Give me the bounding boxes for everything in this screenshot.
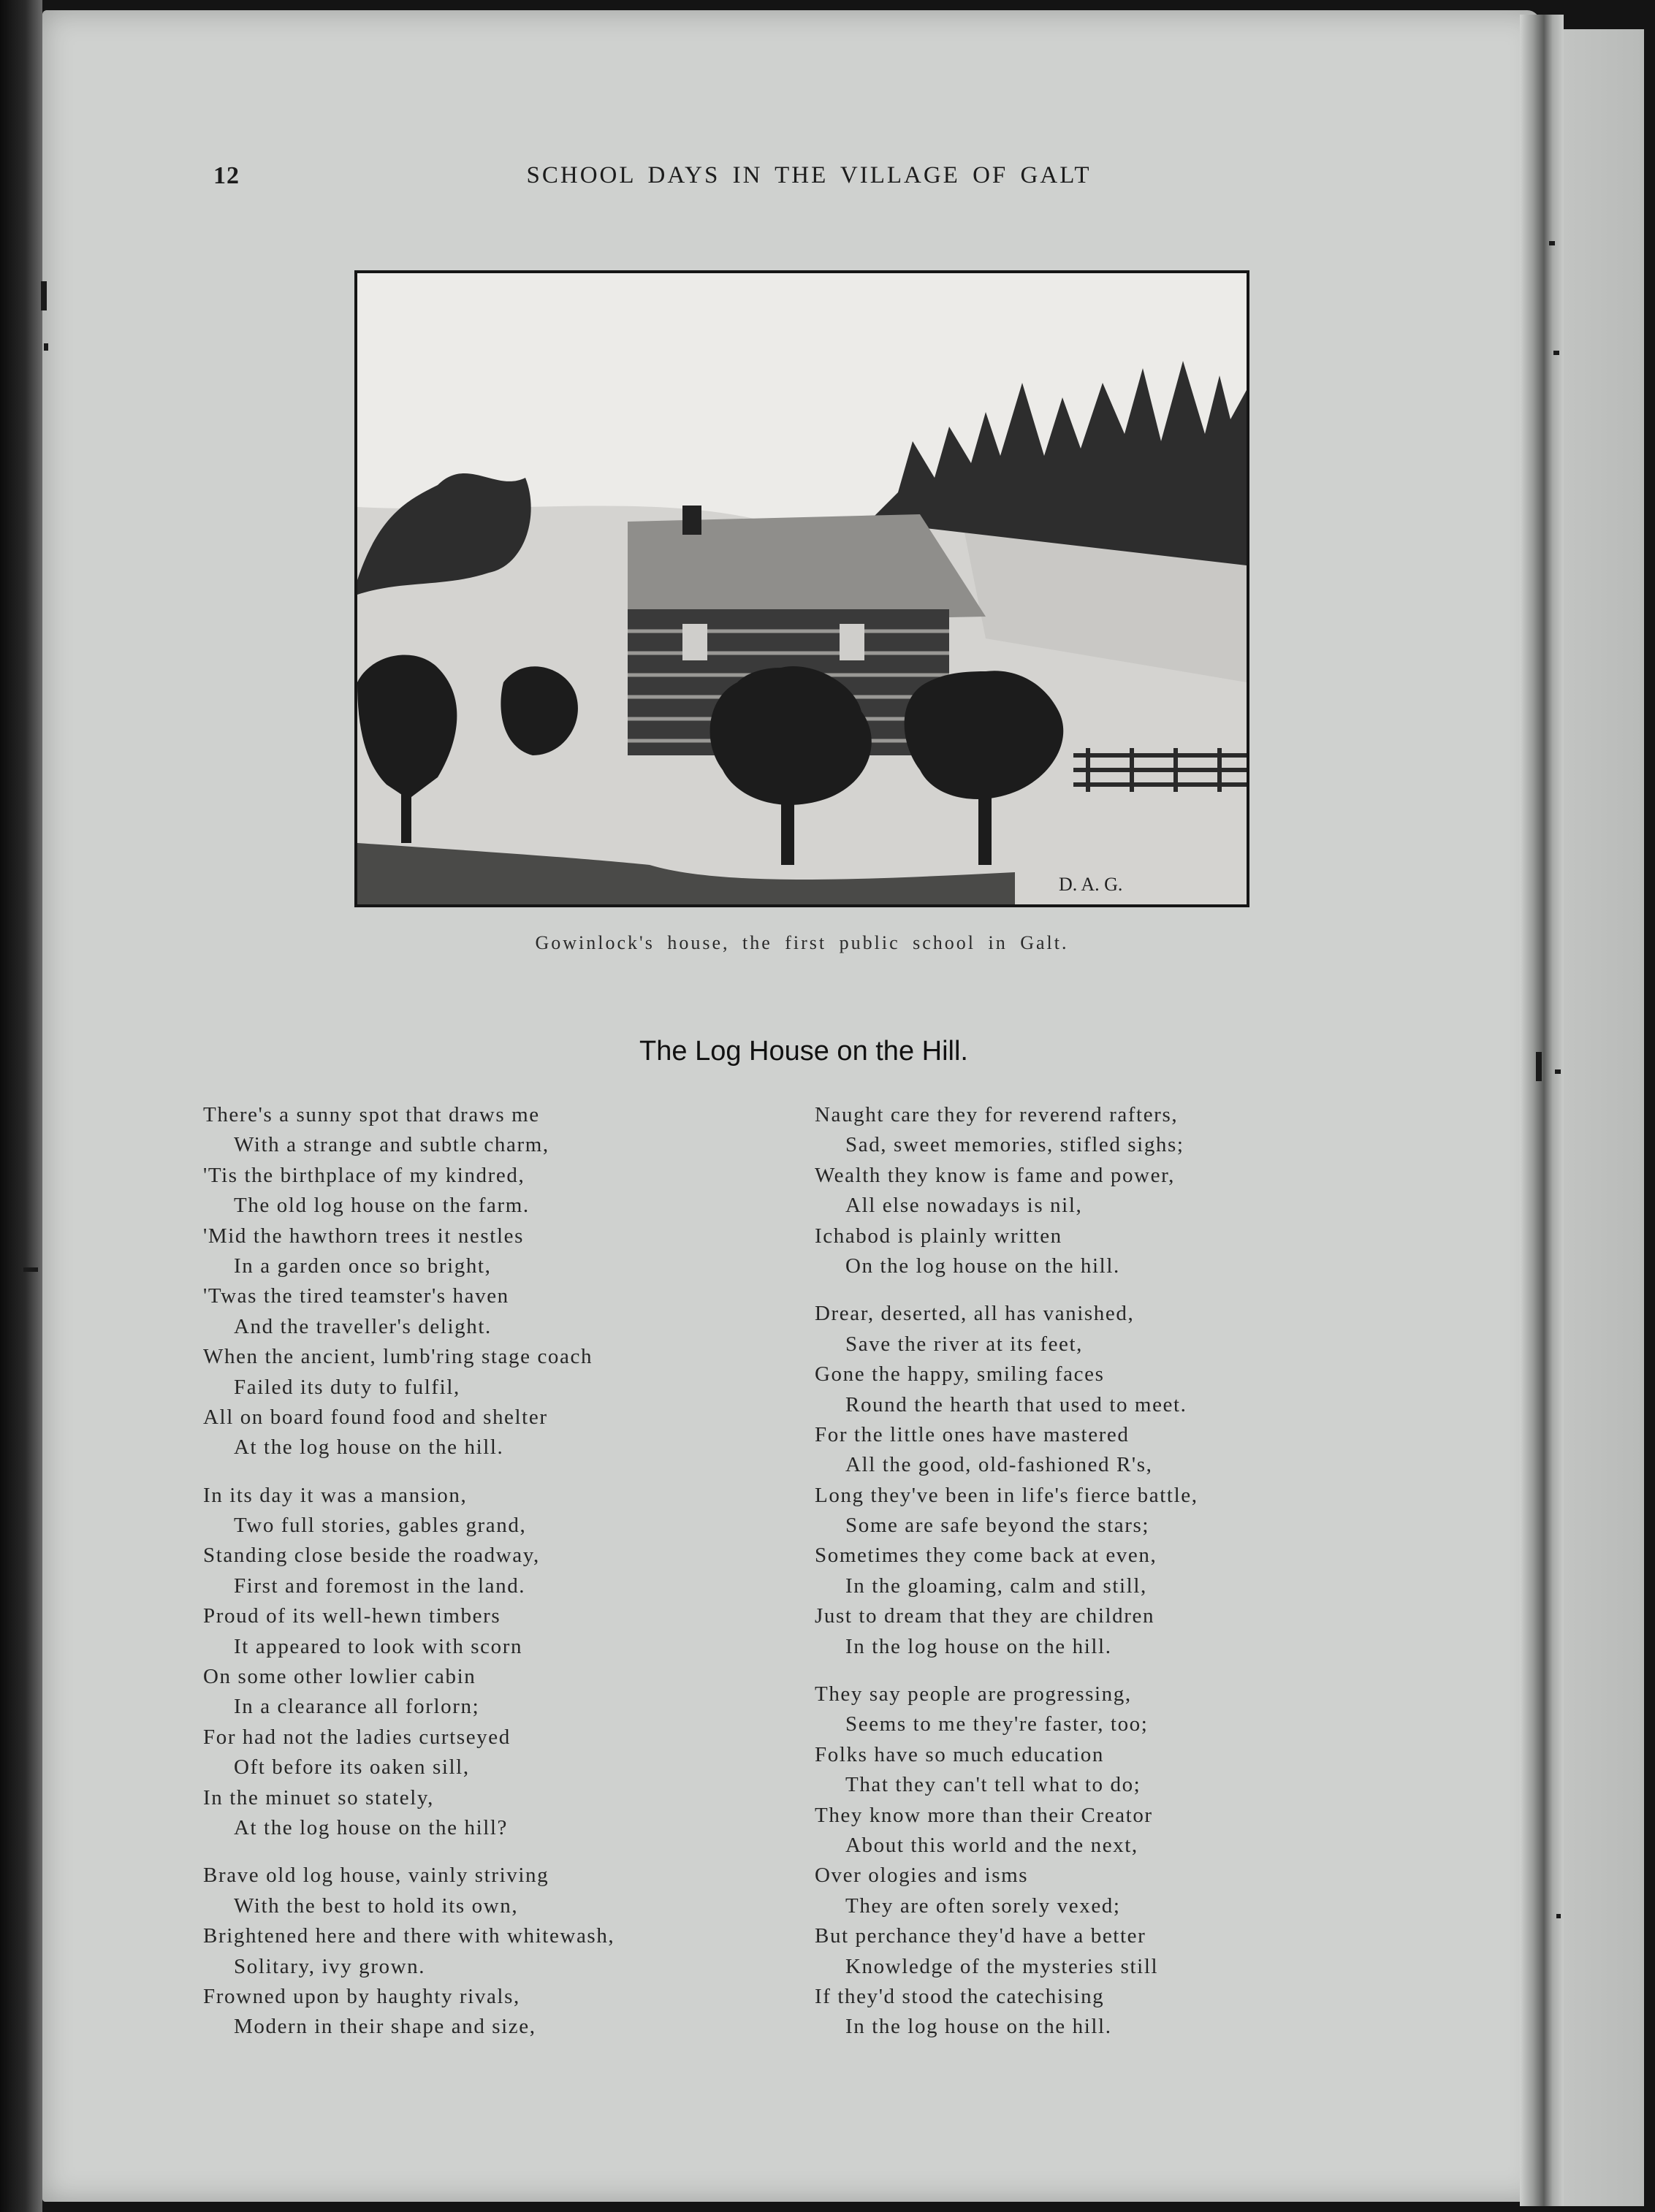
poem-line: Sometimes they come back at even, — [815, 1544, 1157, 1568]
poem-line: Solitary, ivy grown. — [234, 1954, 426, 1978]
left-gutter — [0, 0, 42, 2212]
poem-line: At the log house on the hill. — [234, 1435, 504, 1460]
stanza-gap — [203, 1843, 788, 1861]
poem-line: Naught care they for reverend rafters, — [815, 1103, 1179, 1126]
poem-line: In the minuet so stately, — [203, 1785, 434, 1809]
poem-line: Standing close beside the roadway, — [203, 1544, 540, 1568]
poem-line: In the gloaming, calm and still, — [845, 1574, 1147, 1598]
illustration-signature: D. A. G. — [1059, 874, 1123, 895]
poem-line: Oft before its oaken sill, — [234, 1755, 470, 1780]
stanza — [815, 1679, 1399, 2043]
page-number: 12 — [213, 162, 240, 189]
poem-line: But perchance they'd have a better — [815, 1924, 1146, 1948]
poem-line: Just to dream that they are children — [815, 1604, 1155, 1628]
poem-line: 'Twas the tired teamster's haven — [203, 1284, 509, 1308]
poem-line: If they'd stood the catechising — [815, 1984, 1105, 2008]
poem-line: In the log house on the hill. — [845, 2015, 1112, 2039]
stanza — [815, 1299, 1399, 1662]
stanza — [203, 1100, 788, 1463]
poem-line: All else nowadays is nil, — [845, 1194, 1083, 1218]
facing-page-edge — [1564, 29, 1644, 2206]
poem-line: There's a sunny spot that draws me — [203, 1103, 540, 1126]
stanza — [815, 1100, 1399, 1281]
poem-line: Some are safe beyond the stars; — [845, 1514, 1150, 1538]
poem-line: Seems to me they're faster, too; — [845, 1712, 1149, 1736]
poem-line: Modern in their shape and size, — [234, 2015, 536, 2039]
poem-line: When the ancient, lumb'ring stage coach — [203, 1345, 593, 1369]
poem-line: At the log house on the hill? — [234, 1815, 509, 1839]
stanza-gap — [815, 1662, 1399, 1679]
poem-line: Ichabod is plainly written — [815, 1224, 1062, 1248]
poem-line: On some other lowlier cabin — [203, 1665, 476, 1689]
poem-line: All the good, old-fashioned R's, — [845, 1453, 1153, 1477]
poem-left-column — [203, 1100, 788, 2043]
poem-line: Brightened here and there with whitewash, — [203, 1924, 615, 1948]
log-house-drawing-icon — [357, 273, 1247, 904]
poem-line: Over ologies and isms — [815, 1864, 1029, 1888]
poem-line: Long they've been in life's fierce battle, — [815, 1483, 1198, 1507]
poem-line: 'Mid the hawthorn trees it nestles — [203, 1224, 524, 1248]
poem-line: And the traveller's delight. — [234, 1314, 492, 1338]
poem-line: Brave old log house, vainly striving — [203, 1864, 549, 1888]
poem-line: On the log house on the hill. — [845, 1254, 1120, 1278]
poem-line: The old log house on the farm. — [234, 1194, 530, 1218]
poem-line: Proud of its well-hewn timbers — [203, 1604, 501, 1628]
poem-right-column — [815, 1100, 1399, 2043]
poem-line: 'Tis the birthplace of my kindred, — [203, 1163, 525, 1187]
poem-line: For the little ones have mastered — [815, 1422, 1130, 1446]
poem-line: Sad, sweet memories, stifled sighs; — [845, 1133, 1184, 1157]
poem-line: They know more than their Creator — [815, 1803, 1153, 1827]
poem-line: Frowned upon by haughty rivals, — [203, 1984, 520, 2008]
poem-line: They say people are progressing, — [815, 1682, 1132, 1706]
stanza — [203, 1481, 788, 1844]
poem-line: In its day it was a mansion, — [203, 1483, 468, 1507]
poem-line: Round the hearth that used to meet. — [845, 1392, 1187, 1416]
poem-line: That they can't tell what to do; — [845, 1773, 1141, 1797]
poem-line: First and foremost in the land. — [234, 1574, 526, 1598]
stanza — [203, 1861, 788, 2042]
poem-line: In the log house on the hill. — [845, 1634, 1112, 1658]
poem-line: All on board found food and shelter — [203, 1405, 548, 1429]
running-head: SCHOOL DAYS IN THE VILLAGE OF GALT — [526, 162, 1092, 188]
stanza-gap — [815, 1281, 1399, 1299]
poem-line: In a clearance all forlorn; — [234, 1695, 480, 1719]
illustration-caption: Gowinlock's house, the first public school in Galt. — [535, 932, 1069, 953]
poem-line: In a garden once so bright, — [234, 1254, 492, 1278]
poem-line: With the best to hold its own, — [234, 1893, 519, 1918]
poem-title: The Log House on the Hill. — [639, 1036, 968, 1067]
poem-line: Failed its duty to fulfil, — [234, 1375, 460, 1399]
book-binding — [1520, 15, 1564, 2206]
poem-line: Knowledge of the mysteries still — [845, 1954, 1159, 1978]
stanza-gap — [203, 1463, 788, 1481]
log-house-illustration — [354, 270, 1249, 907]
poem-line: For had not the ladies curtseyed — [203, 1725, 511, 1749]
poem-line: Drear, deserted, all has vanished, — [815, 1302, 1135, 1326]
poem-line: Two full stories, gables grand, — [234, 1514, 527, 1538]
poem-line: About this world and the next, — [845, 1833, 1138, 1857]
poem-line: With a strange and subtle charm, — [234, 1133, 549, 1157]
poem-line: They are often sorely vexed; — [845, 1893, 1121, 1918]
poem-line: Save the river at its feet, — [845, 1332, 1084, 1356]
poem-line: Wealth they know is fame and power, — [815, 1163, 1176, 1187]
page-header — [0, 162, 1655, 199]
poem-line: Gone the happy, smiling faces — [815, 1362, 1105, 1387]
poem-line: Folks have so much education — [815, 1742, 1104, 1766]
poem-line: It appeared to look with scorn — [234, 1634, 523, 1658]
